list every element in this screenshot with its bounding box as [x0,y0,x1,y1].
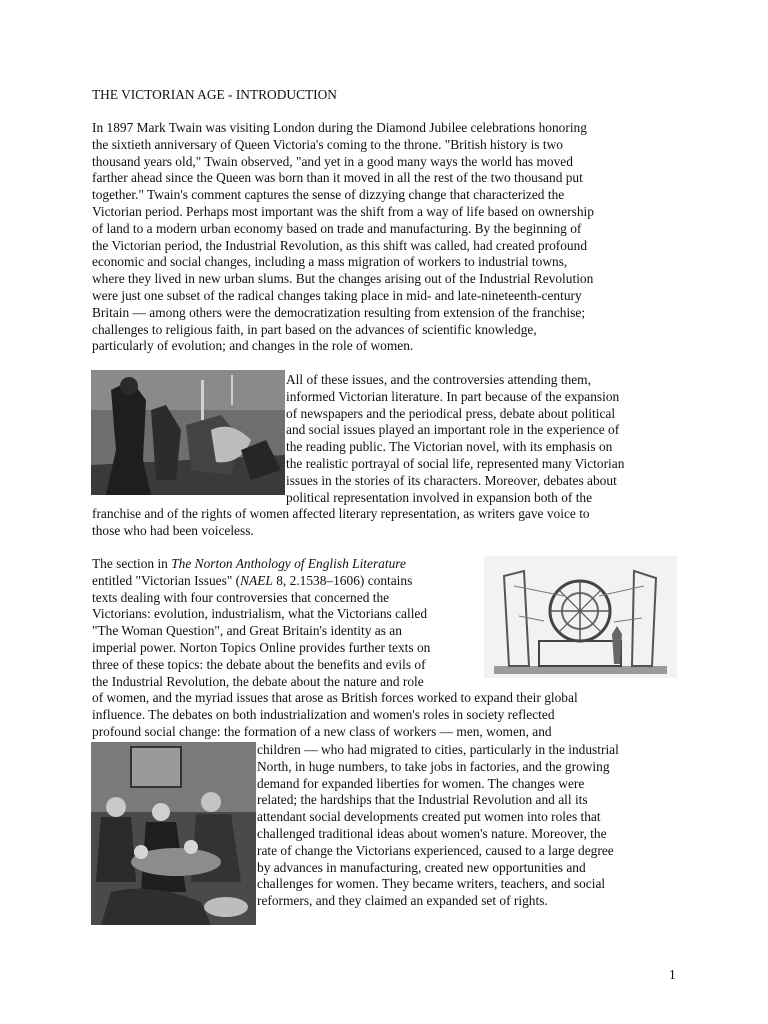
text-line: rate of change the Victorians experienced, caused to a large degree [257,842,614,858]
text-line [92,573,484,590]
text-line: political representation involved in expansion both of the [286,489,593,505]
text-line: the realistic portrayal of social life, represented many Victorian [286,455,625,471]
paragraph-issues-side [286,372,682,506]
text-line: issues in the stories of its characters. Moreover, debates about [286,472,617,488]
text-line: the reading public. The Victorian novel, with its emphasis on [286,439,613,455]
text-line: thousand years old," Twain observed, "and yet in a good many ways the world has moved [92,153,573,169]
text-line: challenges to religious faith, in part based on the advances of scientific knowledge, [92,321,537,337]
text-line: were just one subset of the radical changes taking place in mid- and late-nineteenth-century [92,287,582,303]
text-line: texts dealing with four controversies that concerned the [92,589,390,605]
victorian-family-photograph [91,742,256,925]
paragraph-norton-full [92,690,682,740]
text-line: All of these issues, and the controversies attending them, [286,372,591,387]
text-line: together." Twain's comment captures the sense of dizzying change that characterized the [92,187,565,203]
text-line: informed Victorian literature. In part because of the expansion [286,388,620,404]
text-line: In 1897 Mark Twain was visiting London during the Diamond Jubilee celebrations honoring [92,120,587,135]
paragraph-intro [92,120,682,355]
text-line: franchise and of the rights of women affected literary representation, as writers gave voice to [92,506,590,521]
industrial-machine-engraving [484,556,677,678]
paragraph-issues-full [92,506,682,540]
text-line: of newspapers and the periodical press, debate about political [286,405,616,421]
industrial-workers-engraving [91,370,285,495]
text-line: demand for expanded liberties for women. The changes were [257,775,585,791]
text-line: the sixtieth anniversary of Queen Victoria's coming to the throne. "British history is two [92,136,563,152]
text-line: imperial power. Norton Topics Online provides further texts on [92,639,431,655]
page-title: THE VICTORIAN AGE - INTRODUCTION [92,87,337,102]
text-line: "The Woman Question", and Great Britain's identity as an [92,623,402,639]
text-line: reformers, and they claimed an expanded set of rights. [257,893,548,909]
page-number: 1 [669,967,676,982]
book-title: The Norton Anthology of English Literature [171,556,406,571]
text-line: Britain — among others were the democratization resulting from extension of the franchise; [92,304,586,320]
text-line: North, in huge numbers, to take jobs in factories, and the growing [257,758,610,774]
nael-abbrev: NAEL [240,572,273,588]
text-line: the Victorian period, the Industrial Revolution, as this shift was called, had created profound [92,237,588,253]
paragraph-norton-side [92,556,484,690]
text-line: Victorian period. Perhaps most important was the shift from a way of life based on ownership [92,203,594,219]
text-line: of land to a modern urban economy based on trade and manufacturing. By the beginning of [92,220,582,236]
text-line: related; the hardships that the Industrial Revolution and all its [257,792,588,808]
text-line: those who had been voiceless. [92,522,254,538]
text-fragment: entitled "Victorian Issues" ( [92,572,241,588]
text-fragment: 8, 2.1538–1606) contains [272,572,413,588]
text-line: attendant social developments created put women into roles that [257,809,601,825]
text-line: where they lived in new urban slums. But the changes arising out of the Industrial Revolution [92,271,594,287]
text-line: challenges for women. They became writers, teachers, and social [257,876,606,892]
paragraph-children-side [257,742,682,910]
text-line: farther ahead since the Queen was born than it moved in all the rest of the two thousand put [92,170,583,186]
text-line: particularly of evolution; and changes in the role of women. [92,338,414,354]
text-line: challenged traditional ideas about women's nature. Moreover, the [257,825,607,841]
text-fragment: The section in [92,556,172,571]
text-line: Victorians: evolution, industrialism, what the Victorians called [92,606,428,622]
text-line: profound social change: the formation of a new class of workers — men, women, and [92,723,552,739]
text-line [92,556,484,573]
text-line: economic and social changes, including a mass migration of workers to industrial towns, [92,254,568,270]
text-line: by advances in manufacturing, created new opportunities and [257,859,586,875]
text-line: three of these topics: the debate about the benefits and evils of [92,656,426,672]
text-line: of women, and the myriad issues that arose as British forces worked to expand their global [92,690,578,705]
text-line: and social issues played an important role in the experience of [286,422,620,438]
text-line: children — who had migrated to cities, particularly in the industrial [257,742,619,757]
text-line: influence. The debates on both industrialization and women's roles in society reflected [92,706,555,722]
text-line: the Industrial Revolution, the debate about the nature and role [92,673,424,689]
